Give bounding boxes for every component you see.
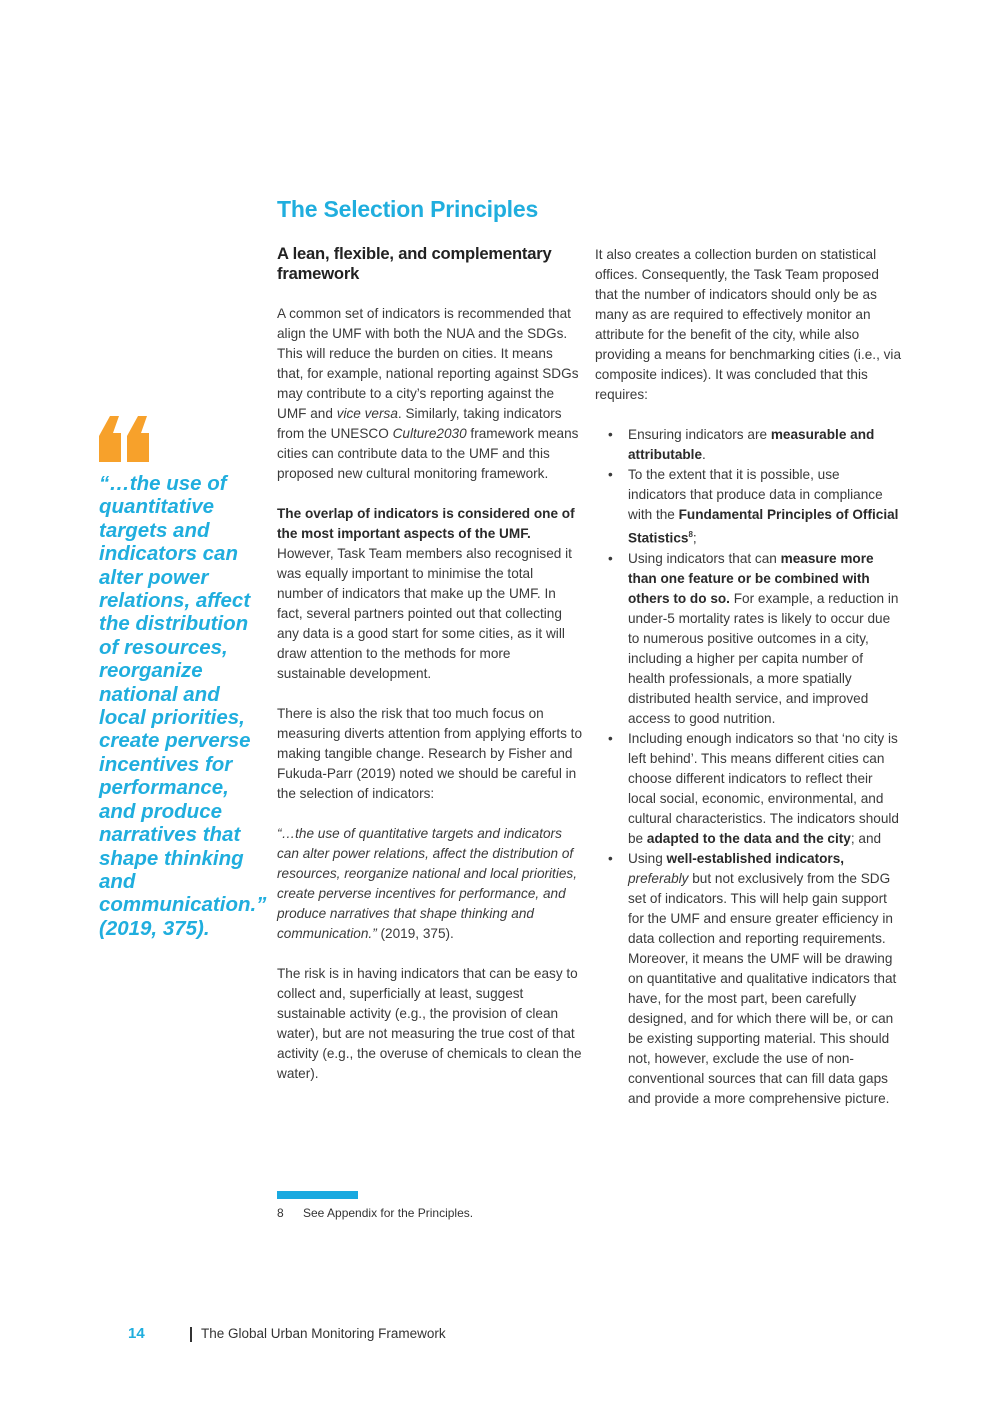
paragraph-collection-burden: It also creates a collection burden on statistical offices. Consequently, the Task Team proposed that the number of indicators should only be as many as are required to effectively monitor an attribute for the benefit of the city, while also providing a means for benchmarking cities (i.e., via composite indices). It was concluded that this requires:	[595, 247, 901, 402]
requirements-list	[595, 425, 901, 1109]
footer-title: The Global Urban Monitoring Framework	[201, 1326, 446, 1341]
list-item: • To the extent that it is possible, use indicators that produce data in compliance with the Fundamental Principles of Official Statistics$^8$;	[595, 465, 901, 549]
list-item: • Including enough indicators so that ‘no city is left behind’. This means different cities can choose different indicators to reflect their local social, economic, environmental, and cultural characteristics. The indicators should be adapted to the data and the city; and	[595, 729, 901, 849]
footnote-rule	[277, 1191, 358, 1199]
paragraph-overlap: The overlap of indicators is considered one of the most important aspects of the UMF. However, Task Team members also recognised it was equally important to minimise the total number of indicators that make up the UMF. In fact, several partners pointed out that collecting any data is a good start for some cities, as it will draw attention to the methods for more sustainable development.	[277, 506, 575, 681]
pull-quote	[99, 416, 269, 940]
right-column	[595, 245, 901, 1109]
paragraph-quote: “…the use of quantitative targets and indicators can alter power relations, affect the distribution of resources, reorganize national and local priorities, create perverse incentives for performance, and produce narratives that shape thinking and communication.” (2019, 375).	[277, 826, 577, 941]
paragraph-risk-collect: The risk is in having indicators that can be easy to collect and, superficially at least, suggest sustainable activity (e.g., the provision of clean water), but are not measuring the true cost of that activity (e.g., the overuse of chemicals to clean the water).	[277, 966, 582, 1081]
left-column	[277, 244, 582, 1104]
list-item: • Using indicators that can measure more than one feature or be combined with others to do so. For example, a reduction in under-5 mortality rates is likely to occur due to numerous positive outcomes in a city, including a higher per capita number of health professionals, a more spatially distributed health service, and improved access to good nutrition.	[595, 549, 901, 729]
list-item: • Ensuring indicators are measurable and attributable.	[595, 425, 901, 465]
footnote	[277, 1205, 473, 1221]
paragraph-common-set: A common set of indicators is recommended that align the UMF with both the NUA and the SDGs. This will reduce the burden on cities. It means that, for example, national reporting against SDGs may contribute to a city’s reporting against the UMF and vice versa. Similarly, taking indicators from the UNESCO Culture2030 framework means cities can contribute data to the UMF and this proposed new cultural monitoring framework.	[277, 306, 579, 481]
footnote-reference[interactable]: 8	[688, 530, 693, 539]
quote-icon	[99, 416, 151, 462]
page-number: 14	[128, 1325, 145, 1342]
subheading: A lean, flexible, and complementary framework	[277, 244, 552, 283]
footer-divider	[190, 1327, 192, 1342]
paragraph-risk-focus: There is also the risk that too much focus on measuring diverts attention from applying efforts to making tangible change. Research by Fisher and Fukuda-Parr (2019) noted we should be careful in the selection of indicators:	[277, 706, 583, 801]
section-title: The Selection Principles	[277, 196, 539, 222]
list-item: • Using well-established indicators, preferably but not exclusively from the SDG set of indicators. This will help gain support for the UMF and ensure greater efficiency in data collection and reporting requirements. Moreover, it means the UMF will be drawing on quantitative and qualitative indicators that have, for the most part, been carefully designed, and for which there will be, or can be existing supporting material. This should not, however, exclude the use of non-conventional sources that can fill data gaps and provide a more comprehensive picture.	[595, 849, 901, 1109]
pull-quote-text: “…the use of quantitative targets and indicators can alter power relations, affect the distribution of resources, reorganize national and local priorities, create perverse incentives for performance, and produce narratives that shape thinking and communication.” (2019, 375).	[99, 472, 267, 940]
footnote-number: 8	[277, 1206, 284, 1220]
footnote-text: See Appendix for the Principles.	[303, 1206, 474, 1220]
